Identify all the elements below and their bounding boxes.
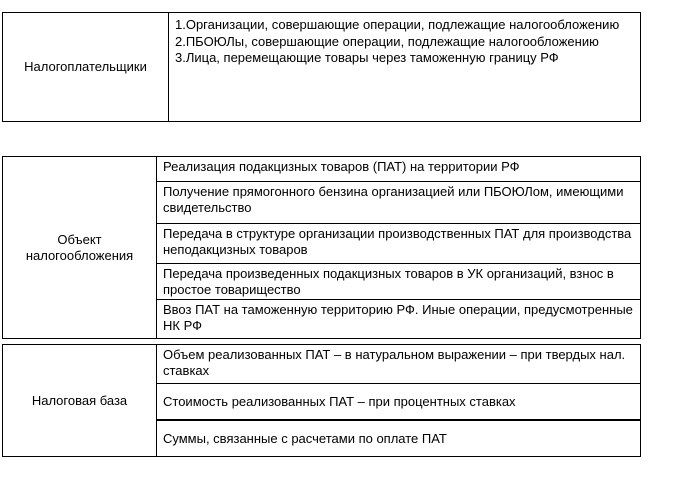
taxpayer-item: 3.Лица, перемещающие товары через таможенную границу РФ [175, 50, 559, 65]
object-label: Объект налогообложения [3, 157, 157, 338]
object-item: Получение прямогонного бензина организацией или ПБОЮЛом, имеющими свидетельство [157, 181, 640, 223]
taxpayers-list [169, 13, 640, 121]
object-item: Ввоз ПАТ на таможенную территорию РФ. Иные операции, предусмотренные НК РФ [157, 299, 640, 338]
taxpayer-item: 1.Организации, совершающие операции, подлежащие налогообложению [175, 17, 620, 32]
base-item: Объем реализованных ПАТ – в натуральном выражении – при твердых нал. ставках [163, 347, 626, 378]
base-item: Суммы, связанные с расчетами по оплате ПАТ [157, 419, 640, 456]
base-table [2, 344, 641, 457]
base-list [157, 345, 640, 456]
object-table [2, 156, 641, 339]
object-item: Передача произведенных подакцизных товаров в УК организаций, взнос в простое товарищество [157, 263, 640, 299]
base-item: Стоимость реализованных ПАТ – при процентных ставках [157, 383, 640, 419]
base-label: Налоговая база [3, 345, 157, 456]
object-item: Реализация подакцизных товаров (ПАТ) на территории РФ [163, 159, 520, 174]
object-list [157, 157, 640, 338]
taxpayer-item: 2.ПБОЮЛы, совершающие операции, подлежащие налогообложению [175, 33, 599, 49]
taxpayers-table [2, 12, 641, 122]
taxpayers-label: Налогоплательщики [3, 13, 169, 121]
object-item: Передача в структуре организации производственных ПАТ для производства неподакцизных товаров [157, 223, 640, 263]
